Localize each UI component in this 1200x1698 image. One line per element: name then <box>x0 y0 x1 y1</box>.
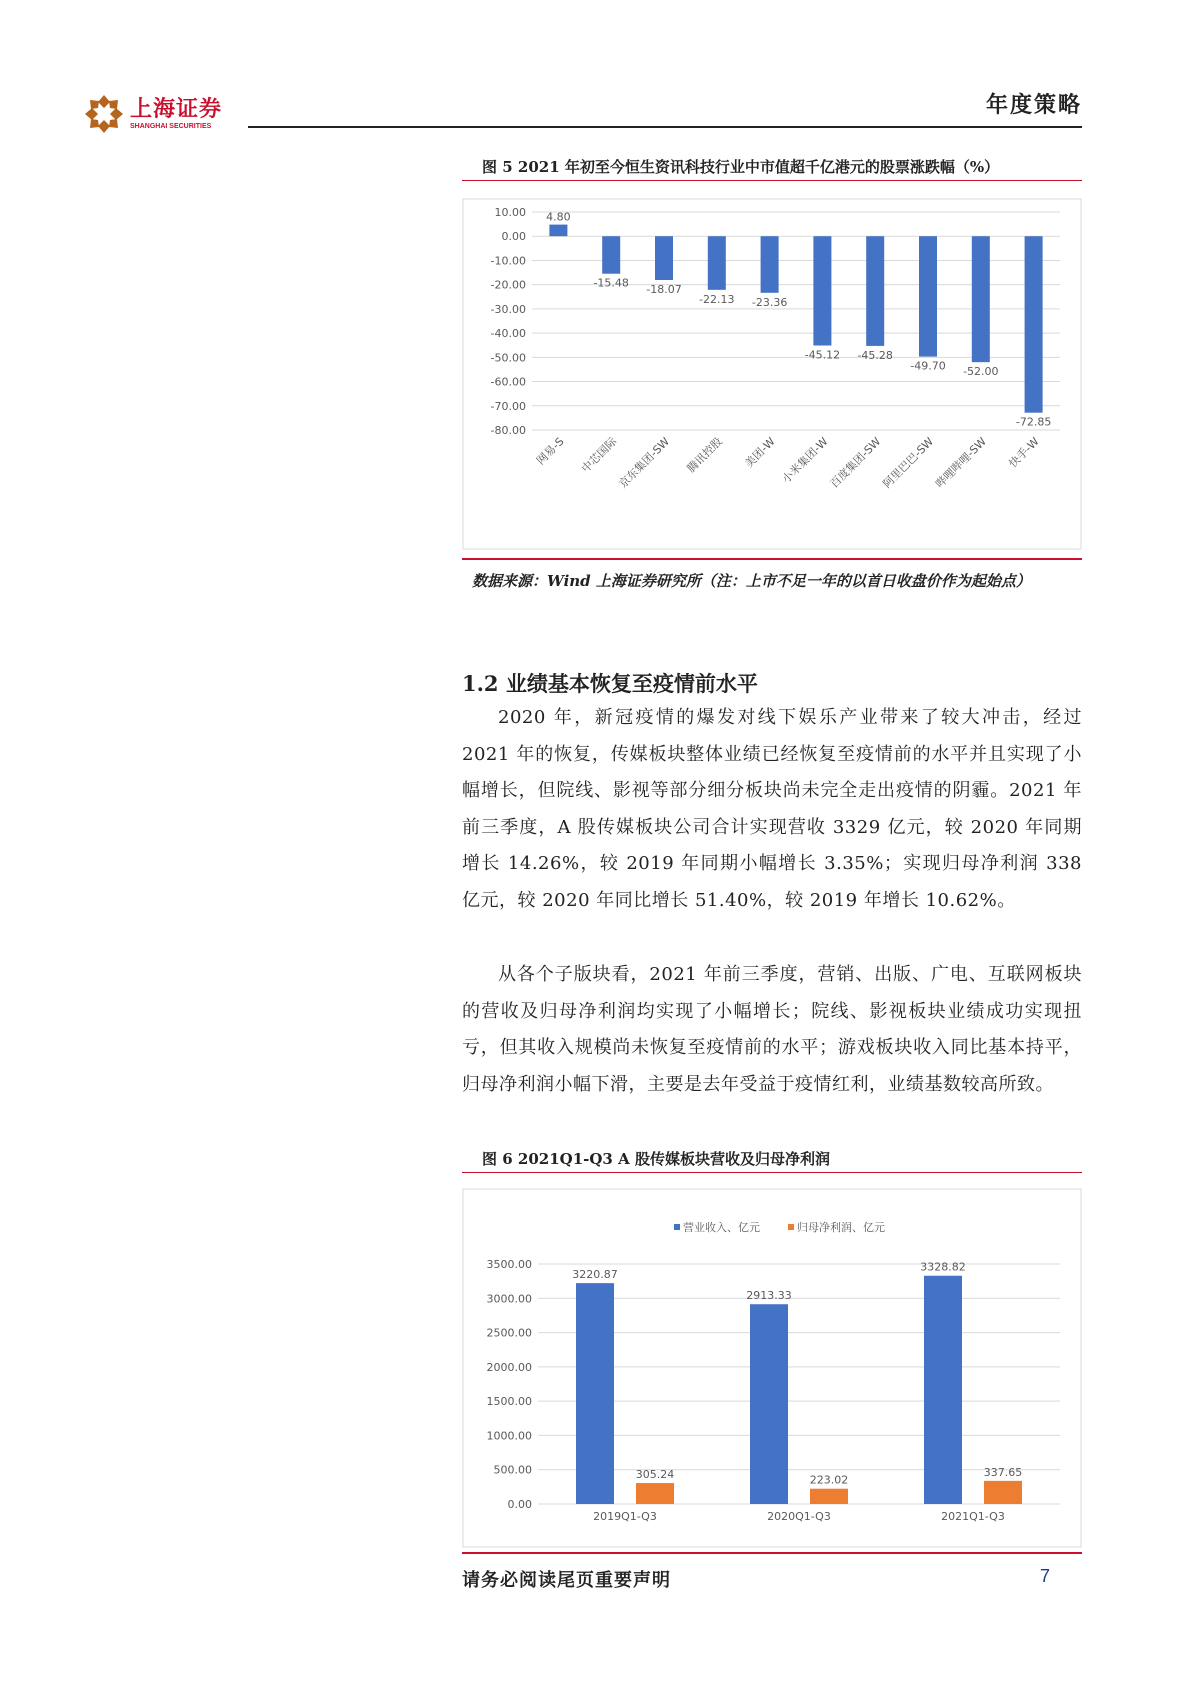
stock-change-chart-svg <box>462 198 1082 550</box>
data-label: -45.28 <box>857 348 893 362</box>
data-label: 3220.87 <box>572 1268 618 1282</box>
data-label: 305.24 <box>635 1468 675 1482</box>
y-tick-label: -60.00 <box>490 375 526 389</box>
figure-5-caption: 图 5 2021 年初至今恒生资讯科技行业中市值超千亿港元的股票涨跌幅（%） <box>482 158 1000 176</box>
logo-emblem-icon <box>84 94 124 134</box>
data-label: 2913.33 <box>746 1289 792 1303</box>
paragraph-1: 2020 年，新冠疫情的爆发对线下娱乐产业带来了较大冲击，经过 2021 年的恢复，传媒板块整体业绩已经恢复至疫情前的水平并且实现了小幅增长，但院线、影视等部分细分板块尚未完全走出疫情的阴霾。2021 年前三季度，A 股传媒板块公司合计实现营收 3329 亿元，较 2020 年同期增长 14.26%，较 2019 年同期小幅增长 3.35%；实现归母净利润 338 亿元，较 2020 年同比增长 51.40%，较 2019 年增长 10.62%。 <box>462 707 1082 911</box>
company-logo <box>84 94 222 134</box>
bar <box>972 236 990 362</box>
figure-5-bottom-rule <box>462 558 1082 560</box>
x-category-label: 阿里巴巴-SW <box>880 434 937 491</box>
legend-label: 归母净利润、亿元 <box>797 1221 885 1234</box>
data-label: -18.07 <box>646 282 682 296</box>
x-category-label: 腾讯控股 <box>684 434 725 476</box>
bar <box>655 236 673 280</box>
bar <box>576 1283 614 1504</box>
bar <box>810 1489 848 1504</box>
x-category-label: 小米集团-W <box>779 434 831 486</box>
y-tick-label: 0.00 <box>501 230 526 244</box>
logo-chinese-name: 上海证券 <box>130 96 223 122</box>
y-tick-label: -70.00 <box>490 399 526 413</box>
y-tick-label: 500.00 <box>493 1463 532 1477</box>
stock-change-chart <box>462 198 1082 554</box>
page-number: 7 <box>1040 1566 1051 1586</box>
x-category-label: 百度集团-SW <box>827 434 884 491</box>
bar <box>924 1276 962 1504</box>
bar <box>750 1304 788 1504</box>
y-tick-label: 2500.00 <box>486 1326 532 1340</box>
legend-label: 营业收入、亿元 <box>683 1221 760 1234</box>
y-tick-label: -40.00 <box>490 327 526 341</box>
y-tick-label: 1000.00 <box>486 1429 532 1443</box>
data-label: -23.36 <box>751 295 788 309</box>
data-label: 4.80 <box>546 210 571 224</box>
x-category-label: 中芯国际 <box>579 434 620 476</box>
y-tick-label: 3000.00 <box>486 1292 532 1306</box>
bar <box>549 225 567 237</box>
legend-swatch <box>788 1224 794 1230</box>
x-category-label: 哔哩哔哩-SW <box>933 434 989 491</box>
figure-6-rule <box>462 1172 1082 1173</box>
y-tick-label: -80.00 <box>490 424 526 437</box>
y-tick-label: -30.00 <box>490 302 526 316</box>
bar <box>813 236 831 345</box>
y-tick-label: 3500.00 <box>486 1258 532 1271</box>
bar <box>761 236 779 293</box>
logo-english-name: SHANGHAI SECURITIES <box>130 122 212 130</box>
data-label: 223.02 <box>809 1473 849 1487</box>
data-source-note: 数据来源：Wind 上海证券研究所（注：上市不足一年的以首日收盘价作为起始点） <box>472 572 1031 590</box>
y-tick-label: -50.00 <box>490 351 526 365</box>
data-label: -49.70 <box>910 359 946 373</box>
bar <box>602 236 620 273</box>
data-label: -52.00 <box>963 365 999 379</box>
x-category-label: 网易-S <box>534 434 567 468</box>
bar <box>984 1481 1022 1504</box>
data-label: -72.85 <box>1015 415 1052 429</box>
paragraph-2: 从各个子版块看，2021 年前三季度，营销、出版、广电、互联网板块的营收及归母净利润均实现了小幅增长；院线、影视板块业绩成功实现扭亏，但其收入规模尚未恢复至疫情前的水平；游戏板块收入同比基本持平，归母净利润小幅下滑，主要是去年受益于疫情红利，业绩基数较高所致。 <box>462 964 1082 1095</box>
bar <box>1025 236 1043 412</box>
data-label: -45.12 <box>804 348 841 362</box>
figure-6-caption: 图 6 2021Q1-Q3 A 股传媒板块营收及归母净利润 <box>482 1150 830 1168</box>
y-tick-label: 1500.00 <box>486 1395 532 1409</box>
figure-6-bottom-rule <box>462 1552 1082 1554</box>
bar <box>919 236 937 356</box>
revenue-profit-chart-svg <box>462 1188 1082 1548</box>
section-heading: 1.2 业绩基本恢复至疫情前水平 <box>462 671 758 696</box>
data-label: 3328.82 <box>920 1260 966 1274</box>
bar <box>636 1483 674 1504</box>
y-tick-label: 10.00 <box>494 206 526 219</box>
x-category-label: 快手-W <box>1006 434 1042 471</box>
report-type-title: 年度策略 <box>985 92 1082 118</box>
x-category-label: 2020Q1-Q3 <box>767 1510 831 1523</box>
y-tick-label: -10.00 <box>490 254 526 268</box>
y-tick-label: 2000.00 <box>486 1360 532 1374</box>
x-category-label: 京东集团-SW <box>616 434 673 491</box>
revenue-profit-chart <box>462 1188 1082 1552</box>
x-category-label: 2019Q1-Q3 <box>593 1510 657 1523</box>
header-divider <box>248 126 1082 128</box>
data-label: -22.13 <box>699 292 735 306</box>
bar <box>708 236 726 290</box>
y-tick-label: 0.00 <box>507 1498 532 1511</box>
figure-5-rule <box>462 180 1082 181</box>
x-category-label: 2021Q1-Q3 <box>941 1510 1005 1523</box>
data-label: -15.48 <box>593 276 629 290</box>
data-label: 337.65 <box>983 1465 1023 1479</box>
legend-swatch <box>674 1224 680 1230</box>
bar <box>866 236 884 346</box>
disclaimer-notice: 请务必阅读尾页重要声明 <box>462 1570 671 1591</box>
x-category-label: 美团-W <box>742 434 778 471</box>
y-tick-label: -20.00 <box>490 278 526 292</box>
